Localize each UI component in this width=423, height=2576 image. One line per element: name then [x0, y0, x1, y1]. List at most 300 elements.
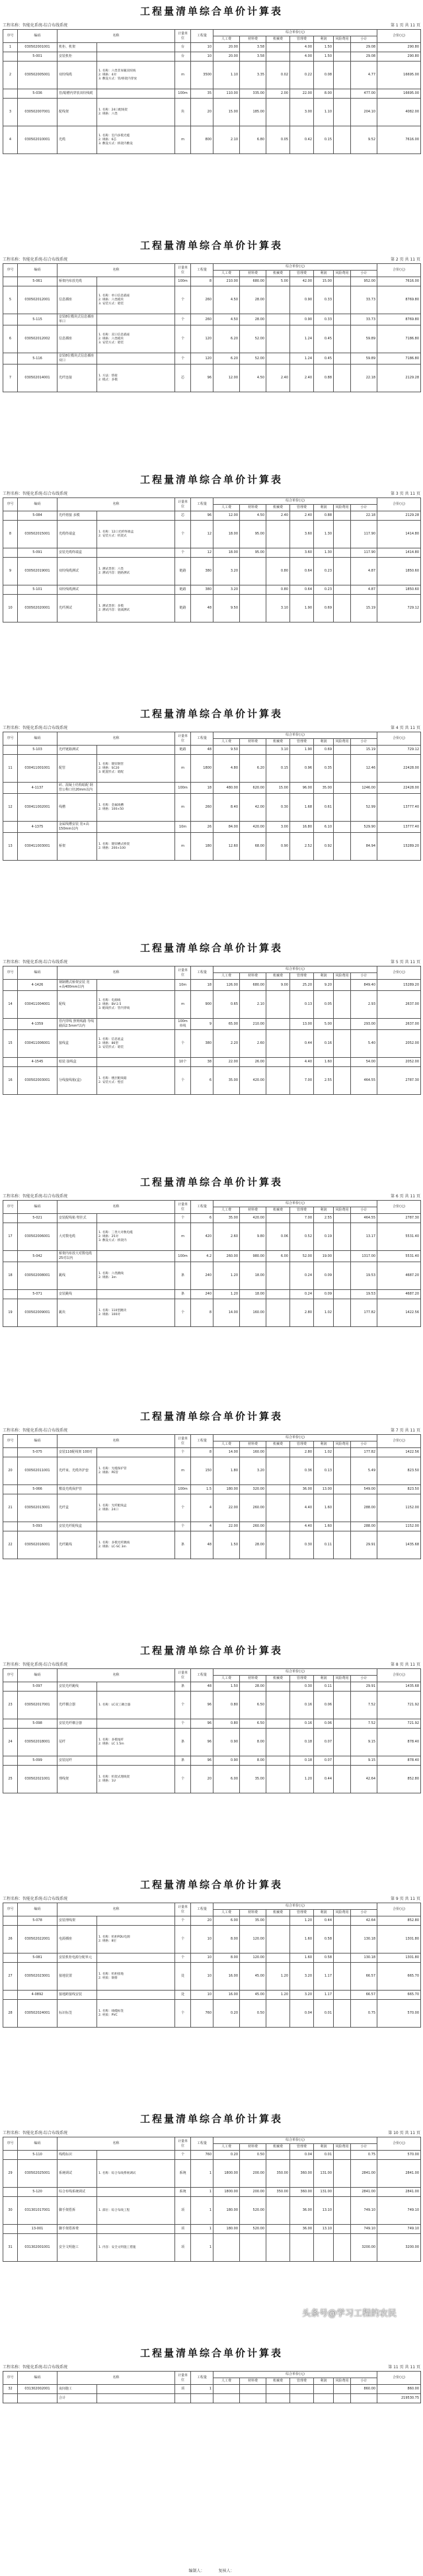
cell-code: 5-115	[18, 314, 58, 325]
header-subtotal: 小计	[351, 271, 377, 277]
cell-unit: 处	[175, 1991, 191, 2000]
header-unit-price-group: 综合单价(元)	[213, 498, 377, 505]
cell-subtotal: 19.53	[351, 1262, 377, 1290]
cell-material: 200.00	[240, 2160, 266, 2188]
cell-machine	[266, 2394, 290, 2403]
cell-profit: 1.17	[314, 1991, 334, 2000]
table-row	[3, 353, 421, 365]
cell-qty: 96	[191, 365, 213, 392]
cell-total: 1435.68	[377, 1682, 421, 1692]
cell-index	[3, 1448, 18, 1457]
cell-name: 管内穿线 照明线路 导线截面2.5mm²以内	[58, 1019, 97, 1030]
table-row	[3, 89, 421, 99]
header-profit: 利润	[314, 505, 334, 511]
table-row	[3, 1457, 421, 1485]
cell-qty: 18	[191, 980, 213, 991]
cell-material: 320.00	[240, 1485, 266, 1494]
page-number: 第 4 页 共 11 页	[391, 726, 420, 730]
cell-material: 8.00	[240, 1756, 266, 1766]
table-row	[3, 2197, 421, 2225]
cell-unit: 个	[175, 325, 191, 353]
cell-index: 6	[3, 325, 18, 353]
cell-labor: 16.00	[213, 1991, 240, 2000]
project-name: 工程名称：智能化系统-综合布线系统	[3, 1662, 68, 1667]
header-unit: 计量单位	[175, 1435, 191, 1448]
cell-subtotal: 22.18	[351, 511, 377, 521]
cell-mgmt: 0.64	[290, 558, 314, 585]
header-material: 材料费	[240, 1441, 266, 1448]
cell-total: 7616.00	[377, 277, 421, 286]
cell-risk	[334, 1766, 351, 1793]
cell-risk	[334, 1223, 351, 1251]
cell-name: 理线架	[58, 1766, 97, 1793]
cell-name: 光纤盒	[58, 1494, 97, 1522]
cell-material: 680.00	[240, 980, 266, 991]
header-unit-price-group: 综合单价(元)	[213, 264, 377, 271]
table-row	[3, 2225, 421, 2234]
cell-mgmt: 2.80	[290, 1299, 314, 1327]
cell-name: 桥架内布放光缆	[58, 277, 97, 286]
header-material: 材料费	[240, 505, 266, 511]
cell-risk	[334, 2188, 351, 2197]
cell-total: 2787.30	[377, 1067, 421, 1095]
cell-material: 18.00	[240, 1290, 266, 1299]
cell-name: 金属线槽安装 宽+高150mm以内	[58, 822, 97, 833]
unit-price-table	[3, 966, 421, 1095]
cell-description	[97, 43, 175, 52]
header-mgmt: 管理费	[290, 505, 314, 511]
cell-index: 2	[3, 62, 18, 89]
cell-machine	[266, 1729, 290, 1756]
header-subtotal: 小计	[351, 1441, 377, 1448]
cell-qty: 760	[191, 2151, 213, 2160]
cell-mgmt: 1.60	[290, 1926, 314, 1953]
cell-unit: m	[175, 794, 191, 822]
cell-material: 2.60	[240, 1030, 266, 1058]
cell-profit: 0.11	[314, 1682, 334, 1692]
cell-profit: 0.08	[314, 62, 334, 89]
header-subtotal: 小计	[351, 973, 377, 980]
header-qty: 工程量	[191, 966, 213, 980]
cell-risk	[334, 1214, 351, 1223]
cell-labor: 18.00	[213, 548, 240, 558]
cell-machine	[266, 1692, 290, 1719]
cell-subtotal: 3200.00	[351, 2234, 377, 2262]
cell-machine	[266, 1522, 290, 1531]
cell-subtotal: 2841.00	[351, 2160, 377, 2188]
cell-mgmt: 0.30	[290, 1531, 314, 1559]
cell-code: 030502007001	[18, 99, 58, 126]
cell-risk	[334, 1030, 351, 1058]
cell-labor: 22.00	[213, 1522, 240, 1531]
cell-qty: 12	[191, 521, 213, 548]
report-page	[0, 703, 423, 937]
header-name: 名称	[58, 1435, 175, 1448]
cell-machine	[266, 99, 290, 126]
cell-code: 030502001001	[18, 43, 58, 52]
cell-name: 敷设光缆保护管	[58, 1485, 97, 1494]
cell-total: 2841.00	[377, 2188, 421, 2197]
cell-labor: 18.00	[213, 521, 240, 548]
cell-subtotal: 2.93	[351, 991, 377, 1019]
cell-name: 跳线	[58, 1262, 97, 1290]
header-total: 合价(元)	[377, 2137, 421, 2151]
cell-qty: 1	[191, 2197, 213, 2225]
cell-profit: 1.60	[314, 1522, 334, 1531]
cell-mgmt	[290, 2234, 314, 2262]
table-row	[3, 1019, 421, 1030]
cell-machine: 0.80	[266, 558, 290, 585]
cell-material: 6.50	[240, 1719, 266, 1729]
unit-price-table	[3, 1434, 421, 1559]
cell-index	[3, 1522, 18, 1531]
cell-total: 2129.28	[377, 365, 421, 392]
header-code: 编码	[18, 1201, 58, 1214]
cell-total: 878.40	[377, 1729, 421, 1756]
cell-machine: 3.10	[266, 595, 290, 623]
cell-description: 1. 内容：安全文明施工措施	[97, 2234, 175, 2262]
header-index: 序号	[3, 1435, 18, 1448]
table-row	[3, 1058, 421, 1067]
cell-labor: 6.20	[213, 353, 240, 365]
cell-profit: 0.35	[314, 755, 334, 783]
cell-mgmt: 13.00	[290, 1019, 314, 1030]
cell-index: 27	[3, 1963, 18, 1991]
cell-labor: 110.00	[213, 89, 240, 99]
cell-qty: 120	[191, 353, 213, 365]
unit-price-table	[3, 1903, 421, 2028]
header-mgmt: 管理费	[290, 739, 314, 746]
header-index: 序号	[3, 498, 18, 511]
cell-qty: 48	[191, 1531, 213, 1559]
cell-subtotal: 130.18	[351, 1953, 377, 1963]
header-risk: 风险费用	[334, 973, 351, 980]
cell-name: 暗装 接线盒	[58, 1058, 97, 1067]
page-title: 工程量清单综合单价计算表	[139, 5, 283, 17]
cell-risk	[334, 746, 351, 755]
cell-mgmt: 1.20	[290, 1766, 314, 1793]
header-mgmt: 管理费	[290, 271, 314, 277]
cell-profit: 0.33	[314, 286, 334, 314]
cell-mgmt: 0.44	[290, 1030, 314, 1058]
cell-subtotal: 29.08	[351, 52, 377, 62]
table-row	[3, 1067, 421, 1095]
cell-risk	[334, 126, 351, 154]
cell-mgmt: 0.36	[290, 1457, 314, 1485]
cell-risk	[334, 286, 351, 314]
cell-description	[97, 277, 175, 286]
cell-total: 721.92	[377, 1719, 421, 1729]
page-title: 工程量清单综合单价计算表	[139, 942, 283, 954]
cell-code: 4-1426	[18, 980, 58, 991]
cell-material: 0.50	[240, 2151, 266, 2160]
table-row	[3, 833, 421, 861]
cell-profit: 0.58	[314, 1953, 334, 1963]
cell-name: 配线	[58, 991, 97, 1019]
header-profit: 利润	[314, 271, 334, 277]
cell-material: 3.35	[240, 62, 266, 89]
cell-total: 290.80	[377, 43, 421, 52]
cell-mgmt: 1.60	[290, 1953, 314, 1963]
cell-index: 18	[3, 1262, 18, 1290]
cell-profit: 1.60	[314, 1494, 334, 1522]
cell-machine: 0.80	[266, 585, 290, 595]
header-machine: 机械费	[266, 2144, 290, 2151]
cell-labor: 2.60	[213, 1223, 240, 1251]
cell-mgmt: 25.20	[290, 980, 314, 991]
cell-total: 8769.80	[377, 314, 421, 325]
cell-total: 852.80	[377, 1766, 421, 1793]
cell-mgmt: 1.24	[290, 353, 314, 365]
cell-code: 5-091	[18, 548, 58, 558]
cell-name: 接地跨接线安装	[58, 1991, 97, 2000]
cell-unit: 条	[175, 1682, 191, 1692]
header-material: 材料费	[240, 36, 266, 43]
cell-labor: 260.00	[213, 1251, 240, 1262]
header-labor: 人工费	[213, 973, 240, 980]
cell-name: 钢制槽式桥架安装 宽+高400mm以内	[58, 980, 97, 991]
project-name: 工程名称：智能化系统-综合布线系统	[3, 23, 68, 28]
cell-labor	[213, 2394, 240, 2403]
header-subtotal: 小计	[351, 1676, 377, 1682]
cell-risk	[334, 1290, 351, 1299]
cell-index: 12	[3, 794, 18, 822]
cell-qty: 120	[191, 325, 213, 353]
cell-unit: 芯	[175, 511, 191, 521]
cell-total: 1152.00	[377, 1522, 421, 1531]
cell-material: 28.00	[240, 1531, 266, 1559]
cell-profit	[314, 2385, 334, 2394]
cell-unit: 100m	[175, 89, 191, 99]
cell-qty: 35	[191, 89, 213, 99]
cell-mgmt: 1.24	[290, 325, 314, 353]
header-code: 编码	[18, 1669, 58, 1682]
cell-total: 4082.00	[377, 99, 421, 126]
cell-unit: 链路	[175, 746, 191, 755]
cell-total: 2052.00	[377, 1058, 421, 1067]
cell-subtotal: 549.00	[351, 1485, 377, 1494]
cell-machine	[266, 325, 290, 353]
unit-price-table	[3, 1200, 421, 1327]
page-number: 第 2 页 共 11 页	[391, 257, 420, 262]
cell-description	[97, 822, 175, 833]
header-material: 材料费	[240, 2144, 266, 2151]
cell-qty: 1	[191, 2234, 213, 2262]
cell-total: 729.12	[377, 595, 421, 623]
cell-code: 5-103	[18, 746, 58, 755]
cell-name: 配线架	[58, 99, 97, 126]
table-row	[3, 1953, 421, 1963]
cell-total: 290.80	[377, 52, 421, 62]
cell-mgmt: 52.00	[290, 1251, 314, 1262]
header-name: 名称	[58, 2137, 175, 2151]
cell-index	[3, 1290, 18, 1299]
cell-qty: 6	[191, 1067, 213, 1095]
cell-code: 5-066	[18, 1485, 58, 1494]
cell-risk	[334, 548, 351, 558]
cell-qty: 380	[191, 558, 213, 585]
cell-code: 030502017001	[18, 1692, 58, 1719]
cell-total: 2841.00	[377, 2160, 421, 2188]
cell-name: 安装光纤耦合器	[58, 1719, 97, 1729]
header-code: 编码	[18, 498, 58, 511]
project-name: 工程名称：智能化系统-综合布线系统	[3, 1194, 68, 1199]
cell-mgmt: 1.90	[290, 746, 314, 755]
cell-qty: 260	[191, 314, 213, 325]
cell-risk	[334, 833, 351, 861]
page-title: 工程量清单综合单价计算表	[139, 1645, 283, 1656]
header-unit-price-group: 综合单价(元)	[213, 966, 377, 973]
cell-index: 25	[3, 1766, 18, 1793]
header-unit-price-group: 综合单价(元)	[213, 1435, 377, 1441]
page-meta	[0, 2364, 423, 2371]
table-row	[3, 1262, 421, 1290]
cell-unit: 个	[175, 1494, 191, 1522]
cell-material: 2.10	[240, 991, 266, 1019]
header-risk: 风险费用	[334, 2144, 351, 2151]
cell-profit: 1.50	[314, 43, 334, 52]
header-name: 名称	[58, 732, 175, 746]
header-material: 材料费	[240, 271, 266, 277]
cell-unit: 个	[175, 1953, 191, 1963]
cell-subtotal: 59.89	[351, 325, 377, 353]
cell-name: 光纤测试	[58, 595, 97, 623]
cell-subtotal: 117.90	[351, 548, 377, 558]
cell-machine	[266, 1531, 290, 1559]
header-labor: 人工费	[213, 271, 240, 277]
header-profit: 利润	[314, 2144, 334, 2151]
cell-unit: m	[175, 991, 191, 1019]
cell-unit: 项	[175, 2197, 191, 2225]
cell-unit: 个	[175, 1448, 191, 1457]
cell-unit: 100m单线	[175, 1019, 191, 1030]
unit-price-table	[3, 2137, 421, 2262]
cell-risk	[334, 277, 351, 286]
table-row	[3, 2160, 421, 2188]
cell-profit: 0.06	[314, 1692, 334, 1719]
header-subtotal: 小计	[351, 2378, 377, 2385]
cell-qty: 240	[191, 1290, 213, 1299]
cell-risk	[334, 353, 351, 365]
cell-qty: 26	[191, 822, 213, 833]
cell-total: 570.00	[377, 2151, 421, 2160]
cell-name: 光纤束、光缆外护套	[58, 1457, 97, 1485]
cell-description: 1. 部位：综合布线工程	[97, 2197, 175, 2225]
cell-unit: 100m	[175, 277, 191, 286]
table-row	[3, 99, 421, 126]
cell-subtotal: 66.57	[351, 1991, 377, 2000]
cell-subtotal: 19.53	[351, 1290, 377, 1299]
cell-name: 信息插座	[58, 286, 97, 314]
cell-material: 520.00	[240, 2225, 266, 2234]
cell-total: 2052.00	[377, 1030, 421, 1058]
cell-risk	[334, 2385, 351, 2394]
cell-subtotal: 464.55	[351, 1067, 377, 1095]
table-row	[3, 325, 421, 353]
cell-mgmt: 0.16	[290, 1719, 314, 1729]
cell-subtotal: 5.49	[351, 1457, 377, 1485]
cell-material: 68.00	[240, 833, 266, 861]
cell-material: 28.00	[240, 286, 266, 314]
cell-name: 桥架	[58, 833, 97, 861]
cell-labor: 12.00	[213, 511, 240, 521]
cell-description: 1. 名称：信息底盒 2. 规格：86型 3. 安装形式：暗装	[97, 1030, 175, 1058]
cell-material: 260.00	[240, 1494, 266, 1522]
cell-code: 030502006001	[18, 1223, 58, 1251]
page-title: 工程量清单综合单价计算表	[139, 239, 283, 251]
cell-code: 030411002001	[18, 794, 58, 822]
cell-qty: 48	[191, 746, 213, 755]
cell-description	[97, 1214, 175, 1223]
cell-labor: 1.50	[213, 1531, 240, 1559]
table-row	[3, 52, 421, 62]
cell-description	[97, 1485, 175, 1494]
cell-code: 030502003001	[18, 1067, 58, 1095]
header-qty: 工程量	[191, 498, 213, 511]
cell-machine: 0.90	[266, 833, 290, 861]
cell-material: 45.00	[240, 1963, 266, 1991]
cell-subtotal: 0.75	[351, 2000, 377, 2028]
cell-profit: 0.11	[314, 1531, 334, 1559]
cell-material: 28.00	[240, 1682, 266, 1692]
cell-machine	[266, 1953, 290, 1963]
cell-labor: 180.00	[213, 2225, 240, 2234]
cell-machine: 1.20	[266, 1991, 290, 2000]
page-meta	[0, 1662, 423, 1668]
cell-labor: 14.00	[213, 1448, 240, 1457]
header-unit: 计量单位	[175, 498, 191, 511]
cell-machine: 2.40	[266, 511, 290, 521]
header-qty: 工程量	[191, 2372, 213, 2385]
cell-subtotal: 52.99	[351, 794, 377, 822]
header-qty: 工程量	[191, 1435, 213, 1448]
header-code: 编码	[18, 732, 58, 746]
cell-code: 5-061	[18, 277, 58, 286]
cell-labor: 9.50	[213, 595, 240, 623]
cell-risk	[334, 991, 351, 1019]
cell-index: 20	[3, 1457, 18, 1485]
cell-unit: 条	[175, 1262, 191, 1290]
cell-profit: 15.00	[314, 277, 334, 286]
cell-labor: 35.00	[213, 1214, 240, 1223]
cell-description: 1. 名称：24口配线架 2. 规格：六类	[97, 99, 175, 126]
cell-material: 4.50	[240, 365, 266, 392]
cell-code: 030502022001	[18, 1926, 58, 1953]
cell-description	[97, 52, 175, 62]
cell-profit: 2.55	[314, 1214, 334, 1223]
cell-material	[240, 2385, 266, 2394]
cell-material: 18.00	[240, 1262, 266, 1290]
cell-qty: 1800	[191, 755, 213, 783]
header-index: 序号	[3, 1669, 18, 1682]
cell-labor: 4.50	[213, 314, 240, 325]
cell-code: 030502024001	[18, 2000, 58, 2028]
cell-index	[3, 52, 18, 62]
cell-labor: 1.50	[213, 1682, 240, 1692]
cell-machine	[266, 2385, 290, 2394]
header-unit: 计量单位	[175, 30, 191, 43]
header-total: 合价(元)	[377, 2372, 421, 2385]
cell-labor: 180.00	[213, 2197, 240, 2225]
cell-machine	[266, 1262, 290, 1290]
cell-index	[3, 1058, 18, 1067]
cell-index: 7	[3, 365, 18, 392]
header-material: 材料费	[240, 739, 266, 746]
cell-labor: 1800.00	[213, 2188, 240, 2197]
cell-code: 030502023001	[18, 1963, 58, 1991]
cell-qty: 8	[191, 1448, 213, 1457]
cell-mgmt: 0.90	[290, 314, 314, 325]
